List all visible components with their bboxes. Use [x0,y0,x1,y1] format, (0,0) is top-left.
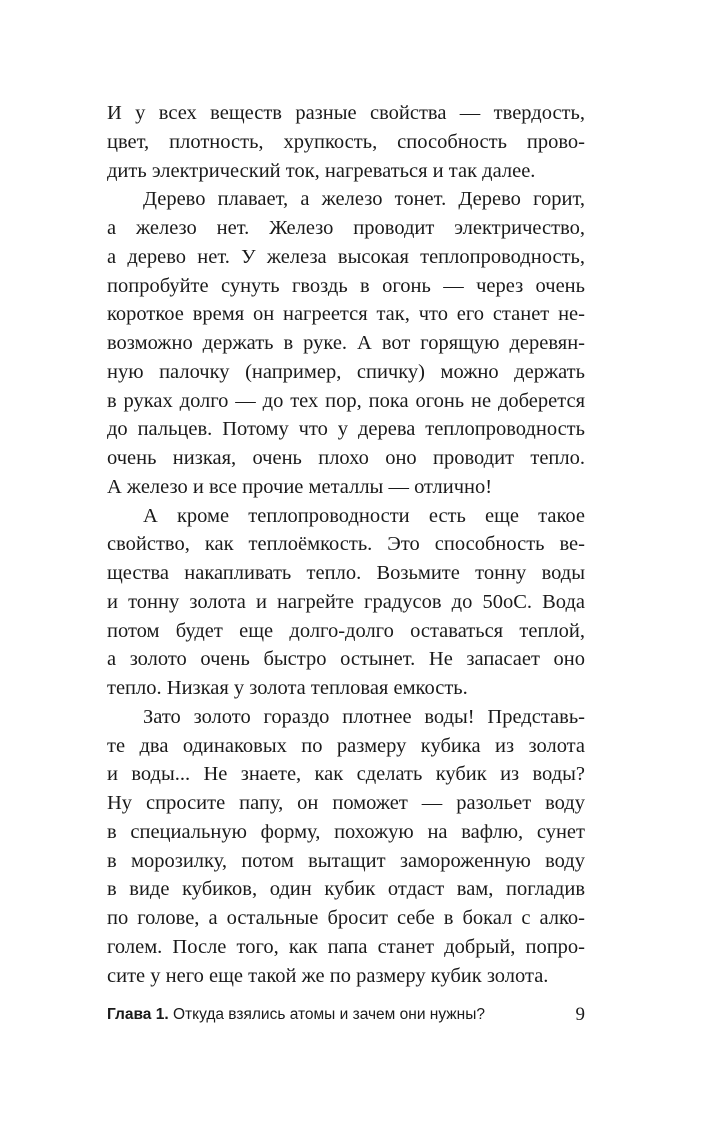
text-line: очень низкая, очень плохо оно проводит тепло. [107,447,585,469]
text-line: ную палочку (например, спичку) можно держать [107,360,585,383]
running-footer [107,1003,585,1027]
text-line: цвет, плотность, хрупкость, способность прово- [107,130,585,153]
page-number: 9 [575,1004,585,1025]
text-line: а железо нет. Железо проводит электричество, [107,217,585,239]
paragraph [107,99,585,185]
text-line: свойство, как теплоёмкость. Это способность ве- [107,533,585,556]
paragraph [107,185,585,501]
chapter-label: Глава 1. [107,1006,169,1023]
text-line: сите у него еще такой же по размеру кубик золота. [107,964,549,987]
text-line: щества накапливать тепло. Возьмите тонну воды [107,562,585,584]
text-line: в морозилку, потом вытащит замороженную воду [107,849,585,872]
text-line: в виде кубиков, один кубик отдаст вам, погладив [107,878,585,901]
text-line: А кроме теплопроводности есть еще такое [143,504,585,527]
paragraph [107,703,585,991]
text-line: потом будет еще долго-долго оставаться теплой, [107,619,585,642]
text-line: дить электрический ток, нагреваться и так далее. [107,159,536,182]
chapter-title: Откуда взялись атомы и зачем они нужны? [172,1006,485,1023]
text-line: Ну спросите папу, он поможет — разольет воду [107,792,585,814]
chapter-heading [107,1003,485,1027]
text-line: в специальную форму, похожую на вафлю, сунет [107,820,585,843]
text-line: а золото очень быстро остынет. Не запасает оно [107,648,585,671]
text-line: возможно держать в руке. А вот горящую деревян- [107,332,585,354]
text-line: до пальцев. Потому что у дерева теплопроводность [107,418,585,441]
text-line: голем. После того, как папа станет добрый, попро- [107,935,585,958]
text-line: и воды... Не знаете, как сделать кубик из воды? [107,763,585,786]
paragraph [107,502,585,703]
text-line: А железо и все прочие металлы — отлично! [107,475,493,498]
text-line: в руках долго — до тех пор, пока огонь не доберется [107,389,585,412]
text-line: Зато золото гораздо плотнее воды! Представь- [143,705,585,728]
body-text [107,99,585,990]
text-line: те два одинаковых по размеру кубика из золота [107,734,585,757]
text-line: короткое время он нагреется так, что его станет не- [107,303,585,326]
text-line: по голове, а остальные бросит себе в бокал с алко- [107,907,585,929]
text-line: а дерево нет. У железа высокая теплопроводность, [107,245,585,268]
text-line: и тонну золота и нагрейте градусов до 50оС. Вода [107,590,585,613]
text-line: Дерево плавает, а железо тонет. Дерево горит, [143,188,585,211]
text-line: попробуйте сунуть гвоздь в огонь — через очень [107,274,585,297]
text-line: тепло. Низкая у золота тепловая емкость. [107,677,468,699]
text-line: И у всех веществ разные свойства — твердость, [107,102,585,124]
